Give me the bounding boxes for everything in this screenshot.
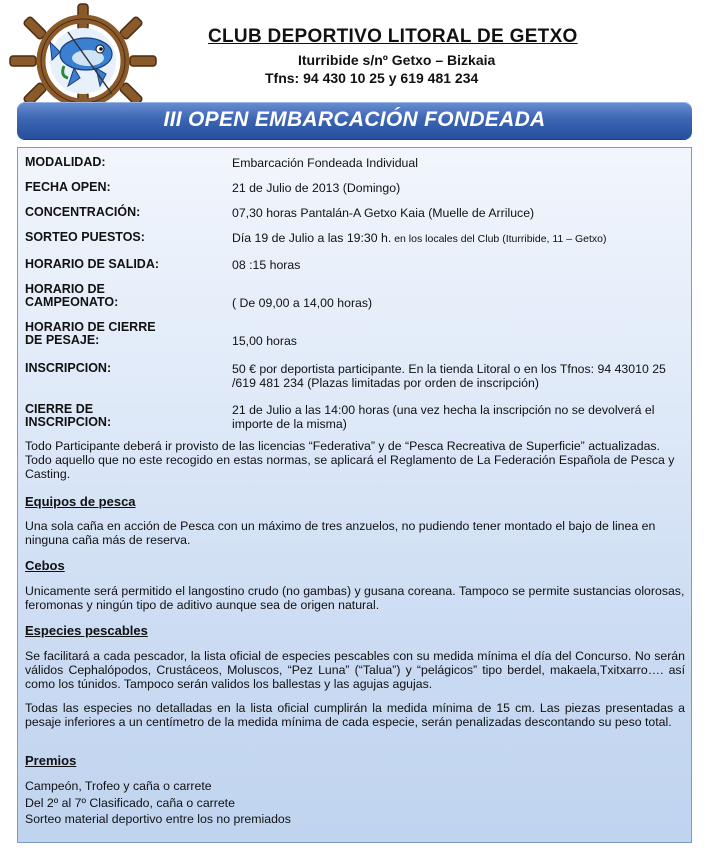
prize-item: Del 2º al 7º Clasificado, caña o carrete xyxy=(25,796,235,810)
section-text-especies-2: Todas las especies no detalladas en la lista oficial cumplirán la medida mínima de 15 cm. Las piezas presentadas a pesaje inferiores a un centímetro de la medida mínima de cada especie, serán penalizadas descontando su peso total. xyxy=(25,701,685,729)
detail-value: 07,30 horas Pantalán-A Getxo Kaia (Muelle de Arriluce) xyxy=(232,206,535,220)
detail-value-small: en los locales del Club (Iturribide, 11 – Getxo) xyxy=(391,233,607,245)
title-banner xyxy=(17,102,692,139)
club-name: CLUB DEPORTIVO LITORAL DE GETXO xyxy=(208,26,578,47)
section-text-especies-1: Se facilitará a cada pescador, la lista oficial de especies pescables con su medida mínima el día del Concurso. No serán válidos Cephalópodos, Crustáceos, Moluscos, “Pez Luna” (“Talua”) y “pelágicos” tipo berdel, makaela,Txitxarro…. así como los túnidos. Tampoco serán validos los ballestas y las agujas agujas. xyxy=(25,649,685,691)
section-title-equipos: Equipos de pesca xyxy=(25,494,136,509)
detail-label: CIERRE DE INSCRIPCION: xyxy=(25,402,112,429)
detail-label: HORARIO DE SALIDA: xyxy=(25,257,160,271)
detail-label: CONCENTRACIÓN: xyxy=(25,205,141,219)
section-text-cebos: Unicamente será permitido el langostino crudo (no gambas) y gusana coreana. Tampoco se permite sustancias olorosas, feromonas y ningún tipo de aditivo aunque sea de origen natural. xyxy=(25,584,685,612)
detail-label: FECHA OPEN: xyxy=(25,180,111,194)
detail-label: SORTEO PUESTOS: xyxy=(25,230,145,244)
detail-value xyxy=(232,231,682,246)
prize-item: Campeón, Trofeo y caña o carrete xyxy=(25,779,212,793)
detail-label: MODALIDAD: xyxy=(25,155,106,169)
club-phones: Tfns: 94 430 10 25 y 619 481 234 xyxy=(265,70,479,86)
club-address: Iturribide s/nº Getxo – Bizkaia xyxy=(298,52,496,68)
detail-value: 08 :15 horas xyxy=(232,258,301,272)
info-panel xyxy=(17,147,692,843)
section-title-cebos: Cebos xyxy=(25,558,65,573)
detail-value-main: Día 19 de Julio a las 19:30 h. xyxy=(232,231,392,245)
section-title-premios: Premios xyxy=(25,753,77,768)
detail-value: 21 de Julio a las 14:00 horas (una vez hecha la inscripción no se devolverá el importe de la misma) xyxy=(232,403,655,431)
event-title: III OPEN EMBARCACIÓN FONDEADA xyxy=(163,108,546,131)
section-title-especies: Especies pescables xyxy=(25,623,148,638)
detail-value: 21 de Julio de 2013 (Domingo) xyxy=(232,181,401,195)
detail-label: INSCRIPCION: xyxy=(25,361,112,375)
detail-label: HORARIO DE CAMPEONATO: xyxy=(25,282,119,309)
intro-paragraph: Todo Participante deberá ir provisto de las licencias “Federativa” y de “Pesca Recreativa de Superficie” actualizadas. Todo aquello que no este recogido en estas normas, se aplicará el Reglamento de La Federación Española de Pesca y Casting. xyxy=(25,439,675,481)
prize-item: Sorteo material deportivo entre los no premiados xyxy=(25,812,291,826)
detail-label: HORARIO DE CIERRE DE PESAJE: xyxy=(25,320,156,347)
section-text-equipos: Una sola caña en acción de Pesca con un máximo de tres anzuelos, no pudiendo tener montado el bajo de linea en ninguna caña más de reserva. xyxy=(25,519,656,547)
detail-value: 15,00 horas xyxy=(232,334,297,348)
detail-value: Embarcación Fondeada Individual xyxy=(232,156,418,170)
detail-value: 50 € por deportista participante. En la tienda Litoral o en los Tfnos: 94 43010 25 /619 481 234 (Plazas limitadas por orden de inscripción) xyxy=(232,362,666,390)
detail-value: ( De 09,00 a 14,00 horas) xyxy=(232,296,373,310)
